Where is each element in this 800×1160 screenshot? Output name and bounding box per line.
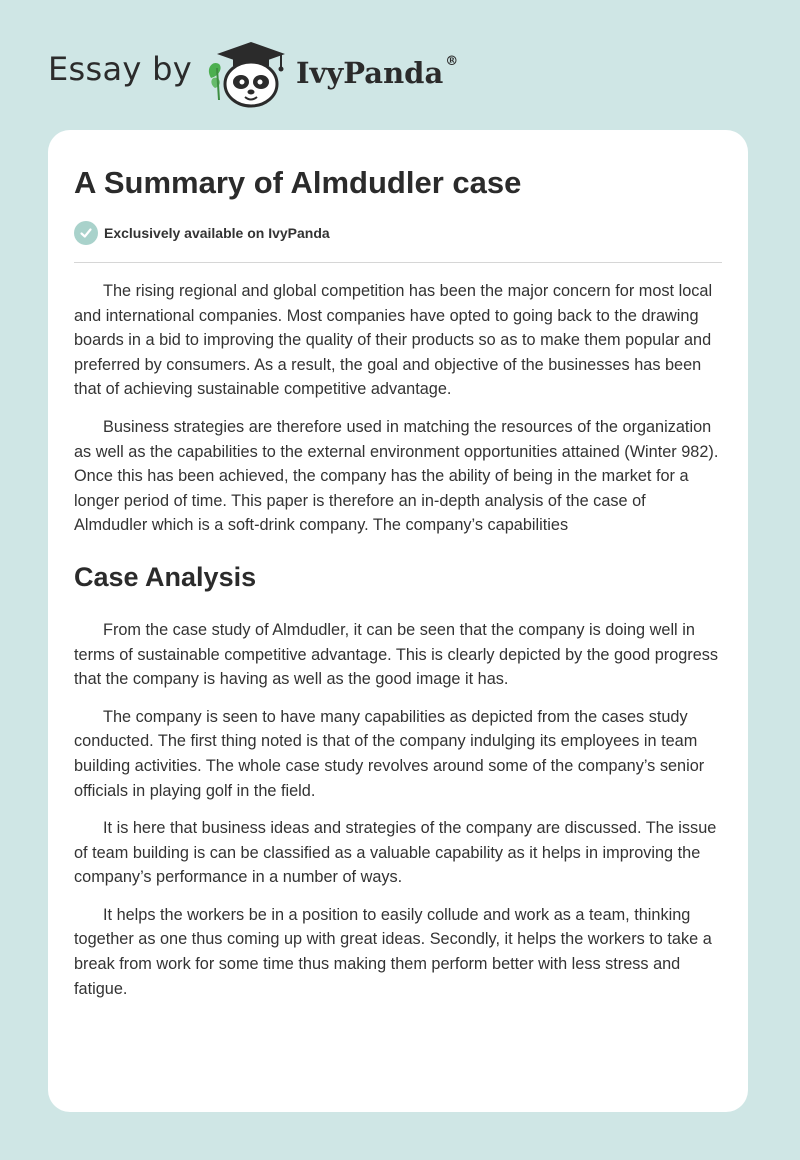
page-title: A Summary of Almdudler case <box>74 165 522 200</box>
essay-card <box>48 130 748 1112</box>
panda-logo-icon[interactable] <box>203 38 289 108</box>
paragraph: The rising regional and global competition has been the major concern for most local and international companies. Most companies have opted to going back to the drawing boards in a bid to improving the quality of their products so as to make them popular and preferred by consumers. As a result, the goal and objective of the businesses has been that of achieving sustainable competitive advantage. <box>74 282 713 399</box>
divider <box>74 262 722 263</box>
paragraph: The company is seen to have many capabilities as depicted from the cases study conducted. The first thing noted is that of the company indulging its employees in team building activities. The whole case study revolves around some of the company’s senior officials in playing golf in the field. <box>74 707 705 800</box>
brand-label: IvyPanda <box>296 56 444 90</box>
paragraph: From the case study of Almdudler, it can be seen that the company is doing well in terms of sustainable competitive advantage. This is clearly depicted by the good progress that the company is having as well as the good image it has. <box>74 620 719 689</box>
site-header <box>48 38 468 108</box>
paragraph: Business strategies are therefore used in matching the resources of the organization as well as the capabilities to the external environment opportunities attained (Winter 982). Once this has been achieved, the company has the ability of being in the market for a longer period of time. This paper is therefore an in-depth analysis of the case of Almdudler which is a soft-drink company. The company’s capabilities <box>74 417 719 535</box>
essay-by-label: Essay by <box>48 50 192 88</box>
registered-mark: ® <box>445 54 459 69</box>
brand-name[interactable] <box>296 56 458 90</box>
paragraph: It helps the workers be in a position to easily collude and work as a team, thinking together as one thus coming up with great ideas. Secondly, it helps the workers to take a break from work for some time thus making them perform better with less stress and fatigue. <box>74 905 712 998</box>
exclusive-label: Exclusively available on IvyPanda <box>104 225 330 241</box>
section-heading: Case Analysis <box>74 561 257 592</box>
check-icon <box>74 221 98 245</box>
exclusive-badge <box>74 218 722 248</box>
paragraph: It is here that business ideas and strategies of the company are discussed. The issue of team building is can be classified as a valuable capability as it helps in improving the company’s performance in a number of ways. <box>74 819 717 887</box>
